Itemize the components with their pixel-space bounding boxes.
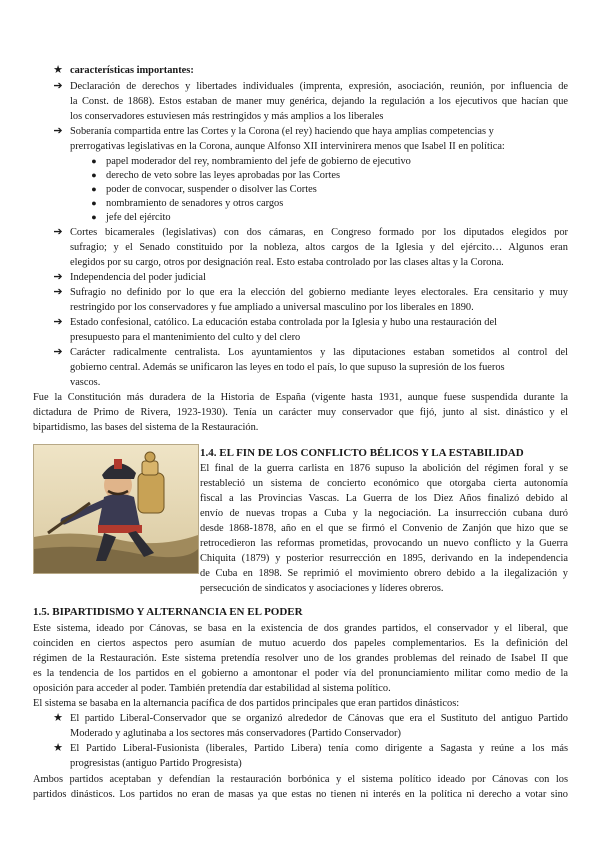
sub-list-item bbox=[0, 182, 600, 197]
paragraph-line: restableció un sistema de concierto económico que otorgaba cierta autonomía bbox=[200, 478, 568, 489]
paragraph-line: fiscal a las Provincias Vascas. La Guerra de los Diez Años finalizó debido al bbox=[200, 493, 568, 504]
paragraph-line: Chiquita (1879) y posterior resurrección en 1895, derivando en la independencia bbox=[200, 553, 568, 564]
list-item-line: elegidos por su cargo, otros por designación real. Esto estaba controlado por las clases altas y la Corona. bbox=[70, 257, 504, 268]
list-item-line: prerrogativas legislativas en la Corona, aunque Alfonso XII intervinirera menos que Isabel II en política: bbox=[70, 141, 505, 152]
paragraph-line: coinciden en ciertos aspectos pero asumían de mutuo acuerdo dos papeles complementarios. Es la definición del bbox=[33, 638, 568, 649]
paragraph-line: régimen de la Restauración. Este sistema pretendía resolver uno de los grandes problemas del reinado de Isabel II que bbox=[33, 653, 568, 664]
arrow-bullet-icon: ➔ bbox=[53, 286, 63, 298]
paragraph-line: desde 1868-1878, año en el que se firmó el Convenio de Zanjón que hizo que se bbox=[200, 523, 568, 534]
list-item bbox=[0, 79, 600, 94]
list-item bbox=[0, 285, 600, 300]
list-item-line: Declaración de derechos y libertades individuales (imprenta, expresión, asociación, reunión, por influencia de bbox=[70, 81, 568, 92]
sub-list-item-text: papel moderador del rey, nombramiento del jefe de gobierno de ejecutivo bbox=[106, 156, 411, 167]
paragraph-line: Fue la Constitución más duradera de la Historia de España (vigente hasta 1931, aunque fuese suspendida durante la bbox=[33, 392, 568, 403]
list-item-line: Carácter radicalmente centralista. Los ayuntamientos y las diputaciones estaban sometidos al control del bbox=[70, 347, 568, 358]
list-item bbox=[0, 345, 600, 360]
star-bullet-icon: ★ bbox=[53, 64, 63, 76]
paragraph-line: El final de la guerra carlista en 1876 supuso la abolición del régimen foral y se bbox=[200, 463, 568, 474]
arrow-bullet-icon: ➔ bbox=[53, 316, 63, 328]
paragraph-line: persecución de sindicatos y asociaciones y líderes obreros. bbox=[200, 583, 444, 594]
arrow-bullet-icon: ➔ bbox=[53, 346, 63, 358]
list-item bbox=[0, 741, 600, 756]
sub-list-item-text: nombramiento de senadores y otros cargos bbox=[106, 198, 284, 209]
intro-heading: características importantes: bbox=[70, 65, 194, 76]
dot-bullet-icon: ● bbox=[91, 156, 97, 166]
list-item-line: Estado confesional, católico. La educación estaba controlada por la Iglesia y hubo una restauración del bbox=[70, 317, 498, 328]
arrow-bullet-icon: ➔ bbox=[53, 226, 63, 238]
list-item-line: Moderado y aglutinaba a los sectores más conservadores (Partido Conservador) bbox=[70, 728, 401, 739]
sub-list-item bbox=[0, 196, 600, 211]
list-item-line: Cortes bicamerales (legislativas) con dos cámaras, en Congreso formado por los diputados elegidos por bbox=[70, 227, 568, 238]
sub-list-item bbox=[0, 210, 600, 225]
dot-bullet-icon: ● bbox=[91, 198, 97, 208]
sub-list-item bbox=[0, 154, 600, 169]
arrow-bullet-icon: ➔ bbox=[53, 125, 63, 137]
arrow-bullet-icon: ➔ bbox=[53, 271, 63, 283]
paragraph-line: es la tendencia de los partidos en el gobierno a amontonar el poder vía del pronunciamiento militar como medio de la bbox=[33, 668, 568, 679]
list-item-line: Independencia del poder judicial bbox=[70, 272, 206, 283]
paragraph-line: bipartidismo, las bases del sistema de la Restauración. bbox=[33, 422, 259, 433]
sub-list-item bbox=[0, 168, 600, 183]
list-item bbox=[0, 315, 600, 330]
dot-bullet-icon: ● bbox=[91, 184, 97, 194]
list-item-line: sufragio; y el Senado constituido por la nobleza, altos cargos de la Iglesia y del ejército… Algunos eran bbox=[70, 242, 568, 253]
list-item-line: los conservadores estuviesen más restringidos y más amplios a los liberales bbox=[70, 111, 384, 122]
paragraph-line: Ambos partidos aceptaban y defendían la restauración borbónica y el sistema político ideado por Cánovas con los bbox=[33, 774, 568, 785]
paragraph-line: dictadura de Primo de Rivera, 1923-1930). Tenía un carácter muy conservador que fijó, junto al sist. dinástico y el bbox=[33, 407, 568, 418]
paragraph-line: envío de nuevas tropas a Cuba y la negociación. La insurrección cubana duró bbox=[200, 508, 568, 519]
dot-bullet-icon: ● bbox=[91, 170, 97, 180]
paragraph-line: partidos dinásticos. Los partidos no eran de masas ya que estas no tienen ni interés en la política ni derecho a votar sino bbox=[33, 789, 568, 800]
list-item bbox=[0, 270, 600, 285]
paragraph-line: Este sistema, ideado por Cánovas, se basa en la existencia de dos grandes partidos, el conservador y el liberal, que bbox=[33, 623, 568, 634]
list-item-line: gobierno central. Además se unificaron las leyes en todo el país, lo que supuso la supresión de los fueros bbox=[70, 362, 505, 373]
star-bullet-icon: ★ bbox=[53, 742, 63, 754]
sub-list-item-text: poder de convocar, suspender o disolver las Cortes bbox=[106, 184, 317, 195]
list-item-line: Sufragio no definido por lo que era la elección del gobierno mediante leyes electorales. Era censitario y muy bbox=[70, 287, 568, 298]
sub-list-item-text: jefe del ejército bbox=[106, 212, 171, 223]
paragraph-line: de Cuba en 1898. Se reprimió el movimiento obrero debido a la ilegalización y bbox=[200, 568, 568, 579]
list-item-line: El partido Liberal-Conservador que se organizó alrededor de Cánovas que era el Sustituto del antiguo Partido bbox=[70, 713, 568, 724]
list-item-line: restringido por los conservadores y fue ampliado a universal masculino por los liberales en 1890. bbox=[70, 302, 474, 313]
arrow-bullet-icon: ➔ bbox=[53, 80, 63, 92]
paragraph-line: oposición para acceder al poder. También pretendía dar estabilidad al sistema político. bbox=[33, 683, 391, 694]
paragraph-line: El sistema se basaba en la alternancia pacífica de dos partidos principales que eran partidos dinásticos: bbox=[33, 698, 460, 709]
intro-heading-row bbox=[0, 63, 600, 78]
list-item bbox=[0, 225, 600, 240]
list-item-line: vascos. bbox=[70, 377, 101, 388]
dot-bullet-icon: ● bbox=[91, 212, 97, 222]
list-item-line: presupuesto para el mantenimiento del culto y del clero bbox=[70, 332, 301, 343]
list-item bbox=[0, 124, 600, 139]
list-item-line: Soberanía compartida entre las Cortes y la Corona (el rey) haciendo que haya amplias competencias y bbox=[70, 126, 494, 137]
list-item-line: la Const. de 1868). Estos estaban de maner muy genérica, dejando la regulación a los ejecutivos que hacían que bbox=[70, 96, 568, 107]
section-heading-1-4: 1.4. EL FIN DE LOS CONFLICTO BÉLICOS Y LA ESTABILIDAD bbox=[200, 447, 524, 459]
list-item bbox=[0, 711, 600, 726]
section-heading-1-5: 1.5. BIPARTIDISMO Y ALTERNANCIA EN EL PODER bbox=[33, 606, 303, 618]
paragraph-line: retrocedieron las reformas prometidas, provocando un nuevo conflicto y la Guerra bbox=[200, 538, 568, 549]
star-bullet-icon: ★ bbox=[53, 712, 63, 724]
list-item-line: progresistas (antiguo Partido Progresista) bbox=[70, 758, 242, 769]
sub-list-item-text: derecho de veto sobre las leyes aprobadas por las Cortes bbox=[106, 170, 340, 181]
list-item-line: El Partido Liberal-Fusionista (liberales, Partido Libera) tenía como dirigente a Sagasta y reúne a los más bbox=[70, 743, 568, 754]
